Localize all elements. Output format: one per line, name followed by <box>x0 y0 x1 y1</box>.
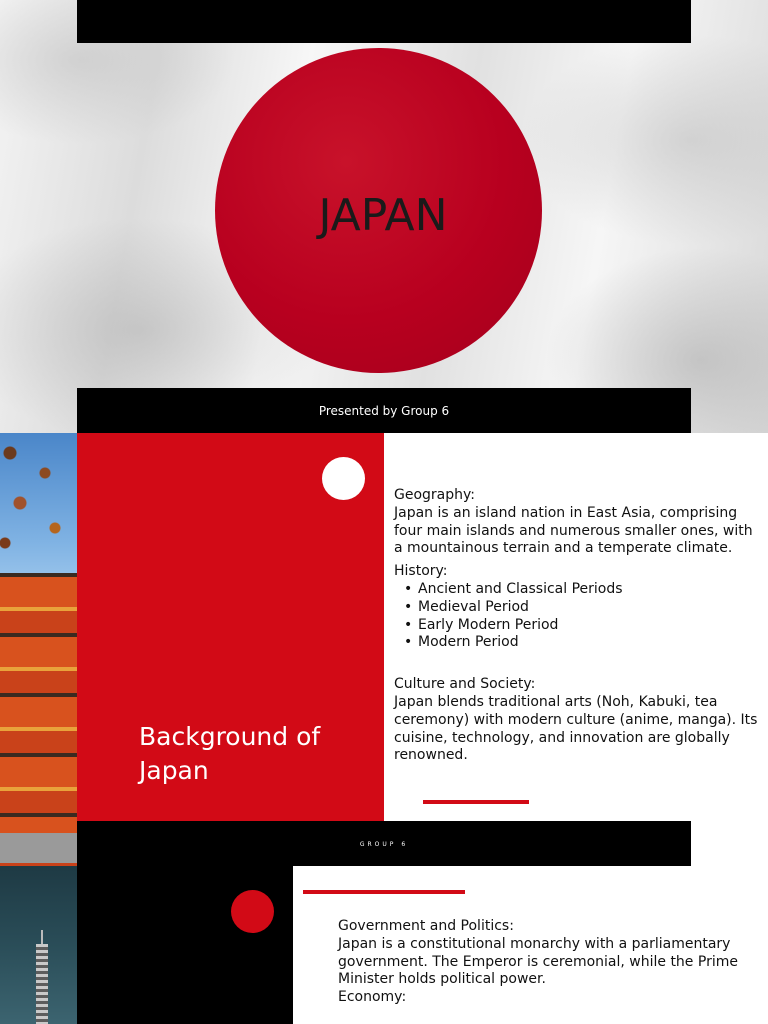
slide-footer: GROUP 6 <box>359 841 409 848</box>
tower-photo <box>0 866 77 1024</box>
list-item: • Early Modern Period <box>404 616 559 633</box>
list-item: • Modern Period <box>404 634 519 651</box>
government-slide <box>0 866 768 1024</box>
pagoda-shape <box>0 573 77 866</box>
culture-heading: Culture and Society: <box>394 676 536 693</box>
red-accent-line <box>423 800 529 804</box>
red-accent-line <box>303 890 465 894</box>
red-circle-decoration <box>231 890 274 933</box>
slide-subtitle: Presented by Group 6 <box>318 404 450 418</box>
background-text-block <box>394 487 764 765</box>
geography-heading: Geography: <box>394 487 475 503</box>
tower-shape <box>36 944 48 1024</box>
geography-text: Japan is an island nation in East Asia, comprising four main islands and numerous smaller ones, with a mountainous terrain and a temperate climate. <box>394 504 753 557</box>
government-heading: Government and Politics: <box>338 918 514 934</box>
slide-title: JAPAN <box>318 190 448 241</box>
top-black-bar <box>77 0 691 43</box>
railing-shape <box>0 833 77 863</box>
title-slide <box>0 0 768 433</box>
history-heading: History: <box>394 563 448 580</box>
white-circle-decoration <box>322 457 365 500</box>
government-text: Japan is a constitutional monarchy with a parliamentary government. The Emperor is ceremonial, while the Prime Minister holds political power. <box>338 935 738 988</box>
autumn-tree-shape <box>0 433 77 573</box>
pagoda-photo <box>0 433 77 866</box>
background-slide <box>0 433 768 866</box>
economy-heading: Economy: <box>338 989 407 1006</box>
history-list <box>394 581 764 652</box>
government-text-block <box>338 918 758 1007</box>
section-title: Background of Japan <box>139 722 321 785</box>
culture-text: Japan blends traditional arts (Noh, Kabuki, tea ceremony) with modern culture (anime, manga). Its cuisine, technology, and innovation are globally renowned. <box>394 693 758 764</box>
list-item: • Ancient and Classical Periods <box>404 580 623 597</box>
black-panel <box>77 866 293 1024</box>
list-item: • Medieval Period <box>404 598 529 615</box>
